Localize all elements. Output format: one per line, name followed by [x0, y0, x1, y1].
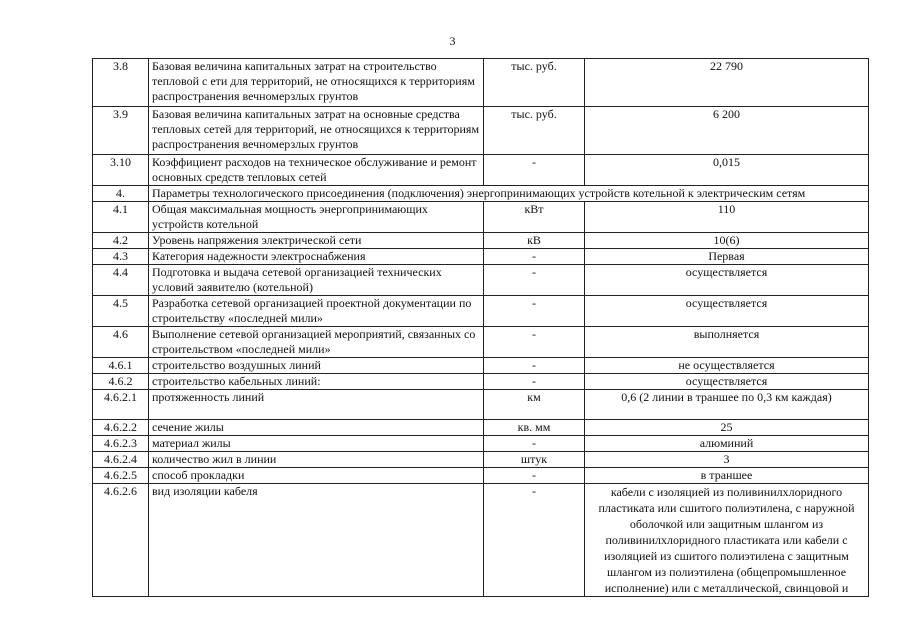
value-cell: кабели с изоляцией из поливинилхлоридного пластиката или сшитого полиэтилена, с наружной оболочкой или защитным шлангом из поливинилхлоридного пластиката или кабели с изоляцией из сшитого полиэтилена с защитным шлангом из полиэтилена (общепромышленное исполнение) или с металлической, свинцовой и: [585, 484, 869, 597]
table-row: [93, 249, 869, 265]
parameter-name: строительство воздушных линий: [149, 358, 484, 374]
unit-cell: -: [484, 327, 585, 358]
parameter-name: строительство кабельных линий:: [149, 374, 484, 390]
value-cell: 110: [585, 202, 869, 233]
parameter-name: Подготовка и выдача сетевой организацией технических условий заявителю (котельной): [149, 265, 484, 296]
parameter-name: протяженность линий: [149, 390, 484, 420]
parameter-name: Уровень напряжения электрической сети: [149, 233, 484, 249]
table-row: [93, 233, 869, 249]
parameter-name: Разработка сетевой организацией проектной документации по строительству «последней мили»: [149, 296, 484, 327]
row-number: 4.6.2.1: [93, 390, 149, 420]
page-number: 3: [449, 34, 456, 48]
unit-cell: -: [484, 265, 585, 296]
value-cell: осуществляется: [585, 296, 869, 327]
row-number: 4.3: [93, 249, 149, 265]
table-row: [93, 327, 869, 358]
section-heading: Параметры технологического присоединения (подключения) энергопринимающих устройств котельной к электрическим сетям: [149, 186, 869, 202]
parameter-name: материал жилы: [149, 436, 484, 452]
table-row: [93, 202, 869, 233]
row-number: 4.2: [93, 233, 149, 249]
row-number: 4.6: [93, 327, 149, 358]
value-cell: Первая: [585, 249, 869, 265]
row-number: 3.10: [93, 155, 149, 186]
value-cell: осуществляется: [585, 265, 869, 296]
parameter-name: Категория надежности электроснабжения: [149, 249, 484, 265]
value-cell: алюминий: [585, 436, 869, 452]
table-row: [93, 265, 869, 296]
row-number: 3.8: [93, 59, 149, 107]
parameter-name: Базовая величина капитальных затрат на основные средства тепловых сетей для территорий, не относящихся к территориям распространения вечномерзлых грунтов: [149, 107, 484, 155]
unit-cell: кВ: [484, 233, 585, 249]
table-row: [93, 390, 869, 420]
value-cell: 0,015: [585, 155, 869, 186]
parameter-name: вид изоляции кабеля: [149, 484, 484, 597]
unit-cell: тыс. руб.: [484, 107, 585, 155]
unit-cell: тыс. руб.: [484, 59, 585, 107]
table-row: [93, 468, 869, 484]
row-number: 4.6.2.4: [93, 452, 149, 468]
table-row: [93, 374, 869, 390]
row-number: 4.6.2.3: [93, 436, 149, 452]
unit-cell: -: [484, 484, 585, 597]
unit-cell: -: [484, 436, 585, 452]
row-number: 4.6.2.6: [93, 484, 149, 597]
unit-cell: -: [484, 468, 585, 484]
row-number: 4.: [93, 186, 149, 202]
row-number: 4.6.2.5: [93, 468, 149, 484]
table-row: [93, 452, 869, 468]
table-row: [93, 420, 869, 436]
value-cell: 3: [585, 452, 869, 468]
value-cell: не осуществляется: [585, 358, 869, 374]
row-number: 4.4: [93, 265, 149, 296]
table-row: [93, 296, 869, 327]
parameter-name: Общая максимальная мощность энергопринимающих устройств котельной: [149, 202, 484, 233]
unit-cell: -: [484, 374, 585, 390]
value-cell: осуществляется: [585, 374, 869, 390]
value-cell: в траншее: [585, 468, 869, 484]
value-cell: выполняется: [585, 327, 869, 358]
row-number: 4.6.1: [93, 358, 149, 374]
value-cell: 22 790: [585, 59, 869, 107]
unit-cell: кв. мм: [484, 420, 585, 436]
value-cell: 10(6): [585, 233, 869, 249]
value-cell: 6 200: [585, 107, 869, 155]
parameter-name: количество жил в линии: [149, 452, 484, 468]
parameter-name: способ прокладки: [149, 468, 484, 484]
value-cell: 25: [585, 420, 869, 436]
specification-table: [92, 58, 869, 597]
row-number: 4.5: [93, 296, 149, 327]
table-row: [93, 107, 869, 155]
unit-cell: кВт: [484, 202, 585, 233]
unit-cell: -: [484, 296, 585, 327]
row-number: 4.6.2.2: [93, 420, 149, 436]
unit-cell: -: [484, 358, 585, 374]
table-row: [93, 358, 869, 374]
parameter-name: Базовая величина капитальных затрат на строительство тепловой с ети для территорий, не относящихся к территориям распространения вечномерзлых грунтов: [149, 59, 484, 107]
unit-cell: км: [484, 390, 585, 420]
row-number: 3.9: [93, 107, 149, 155]
parameter-name: Выполнение сетевой организацией мероприятий, связанных со строительством «последней мили»: [149, 327, 484, 358]
table-row: [93, 155, 869, 186]
table-row: [93, 186, 869, 202]
specification-table-body: [93, 59, 869, 597]
table-row: [93, 59, 869, 107]
unit-cell: -: [484, 249, 585, 265]
parameter-name: Коэффициент расходов на техническое обслуживание и ремонт основных средств тепловых сетей: [149, 155, 484, 186]
value-cell: 0,6 (2 линии в траншее по 0,3 км каждая): [585, 390, 869, 420]
parameter-name: сечение жилы: [149, 420, 484, 436]
table-row: [93, 436, 869, 452]
unit-cell: -: [484, 155, 585, 186]
unit-cell: штук: [484, 452, 585, 468]
row-number: 4.1: [93, 202, 149, 233]
table-row: [93, 484, 869, 597]
row-number: 4.6.2: [93, 374, 149, 390]
